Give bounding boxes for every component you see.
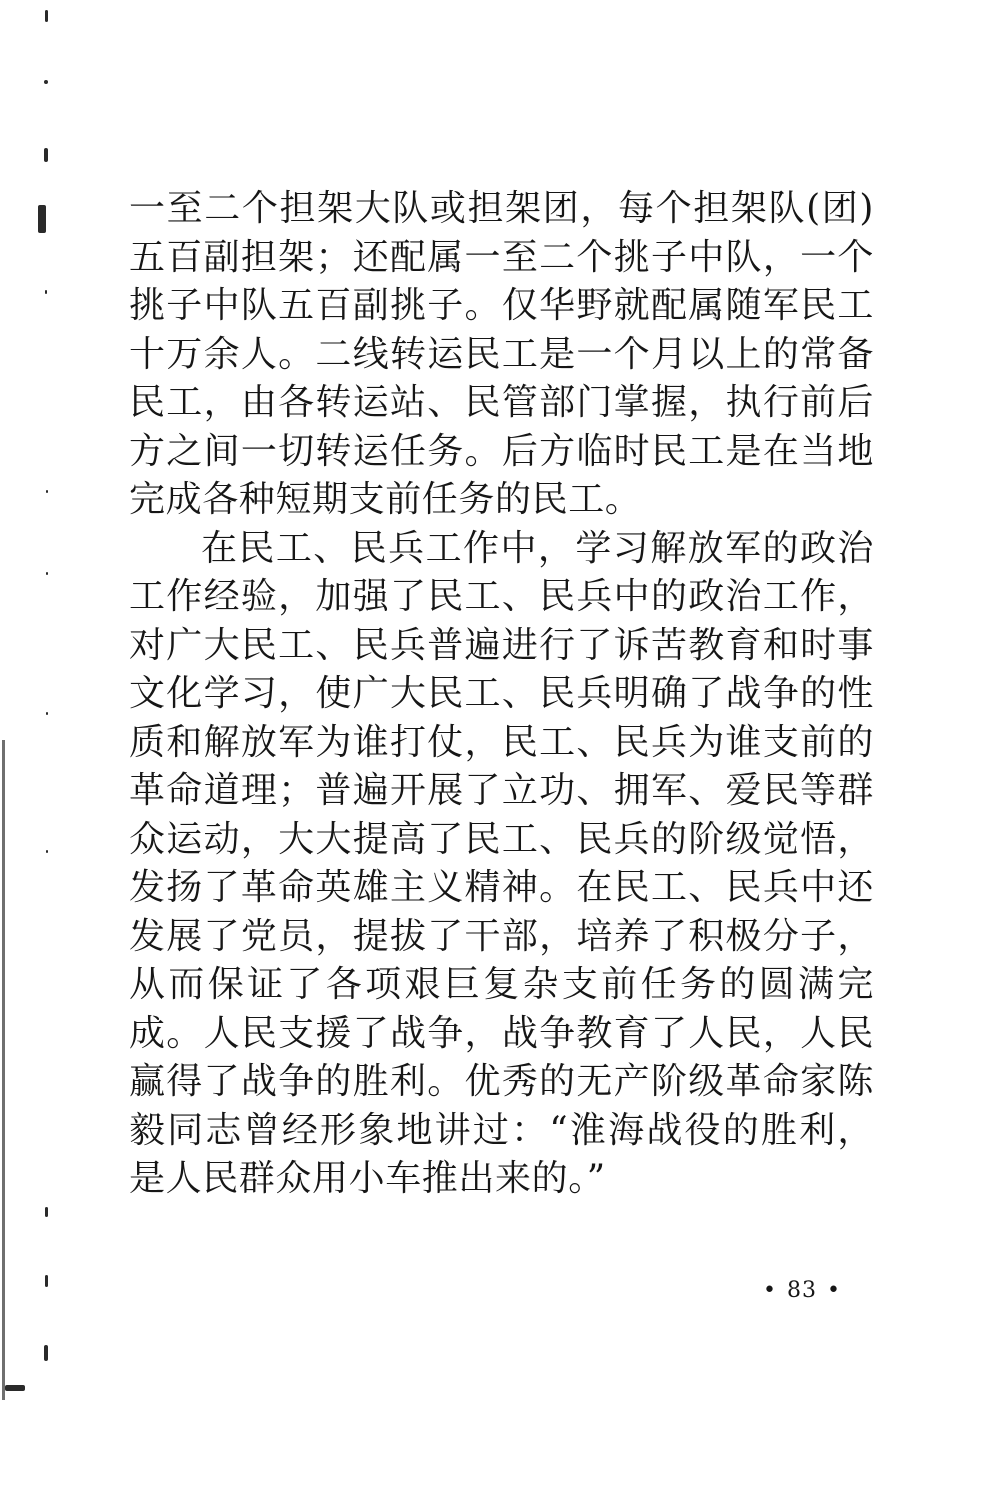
scan-speck xyxy=(46,712,48,715)
page-number-value: 83 xyxy=(787,1278,817,1303)
page-number xyxy=(752,1278,852,1303)
page-number-right-bullet: • xyxy=(827,1278,841,1303)
scan-speck xyxy=(38,205,46,233)
paragraph-support-units: 一至二个担架大队或担架团，每个担架队(团)五百副担架；还配属一至二个挑子中队，一个挑子中队五百副挑子。仅华野就配属随军民工十万余人。二线转运民工是一个月以上的常备民工，由各转运站、民管部门掌握，执行前后方之间一切转运任务。后方临时民工是在当地完成各种短期支前任务的民工。 xyxy=(129,188,874,520)
scan-speck xyxy=(45,1207,48,1217)
scan-speck xyxy=(46,850,48,853)
scan-speck xyxy=(45,1275,48,1287)
scan-speck xyxy=(44,148,48,162)
scan-edge-line xyxy=(2,740,5,1400)
scan-speck xyxy=(45,10,48,22)
scan-speck xyxy=(44,1345,48,1361)
scan-speck xyxy=(46,490,48,493)
paragraph-political-work: 在民工、民兵工作中，学习解放军的政治工作经验，加强了民工、民兵中的政治工作，对广大民工、民兵普遍进行了诉苦教育和时事文化学习，使广大民工、民兵明确了战争的性质和解放军为谁打仗，民工、民兵为谁支前的革命道理；普遍开展了立功、拥军、爱民等群众运动，大大提高了民工、民兵的阶级觉悟，发扬了革命英雄主义精神。在民工、民兵中还发展了党员，提拔了干部，培养了积极分子，从而保证了各项艰巨复杂支前任务的圆满完成。人民支援了战争，战争教育了人民，人民赢得了战争的胜利。优秀的无产阶级革命家陈毅同志曾经形象地讲过：“淮海战役的胜利，是人民群众用小车推出来的。” xyxy=(129,527,874,1199)
scan-speck xyxy=(46,572,48,575)
scan-speck xyxy=(44,80,48,84)
page-number-left-bullet: • xyxy=(763,1278,777,1303)
binding-gutter xyxy=(0,0,60,1495)
scan-speck xyxy=(45,290,47,294)
body-text xyxy=(129,185,874,1204)
scan-speck xyxy=(5,1385,25,1391)
